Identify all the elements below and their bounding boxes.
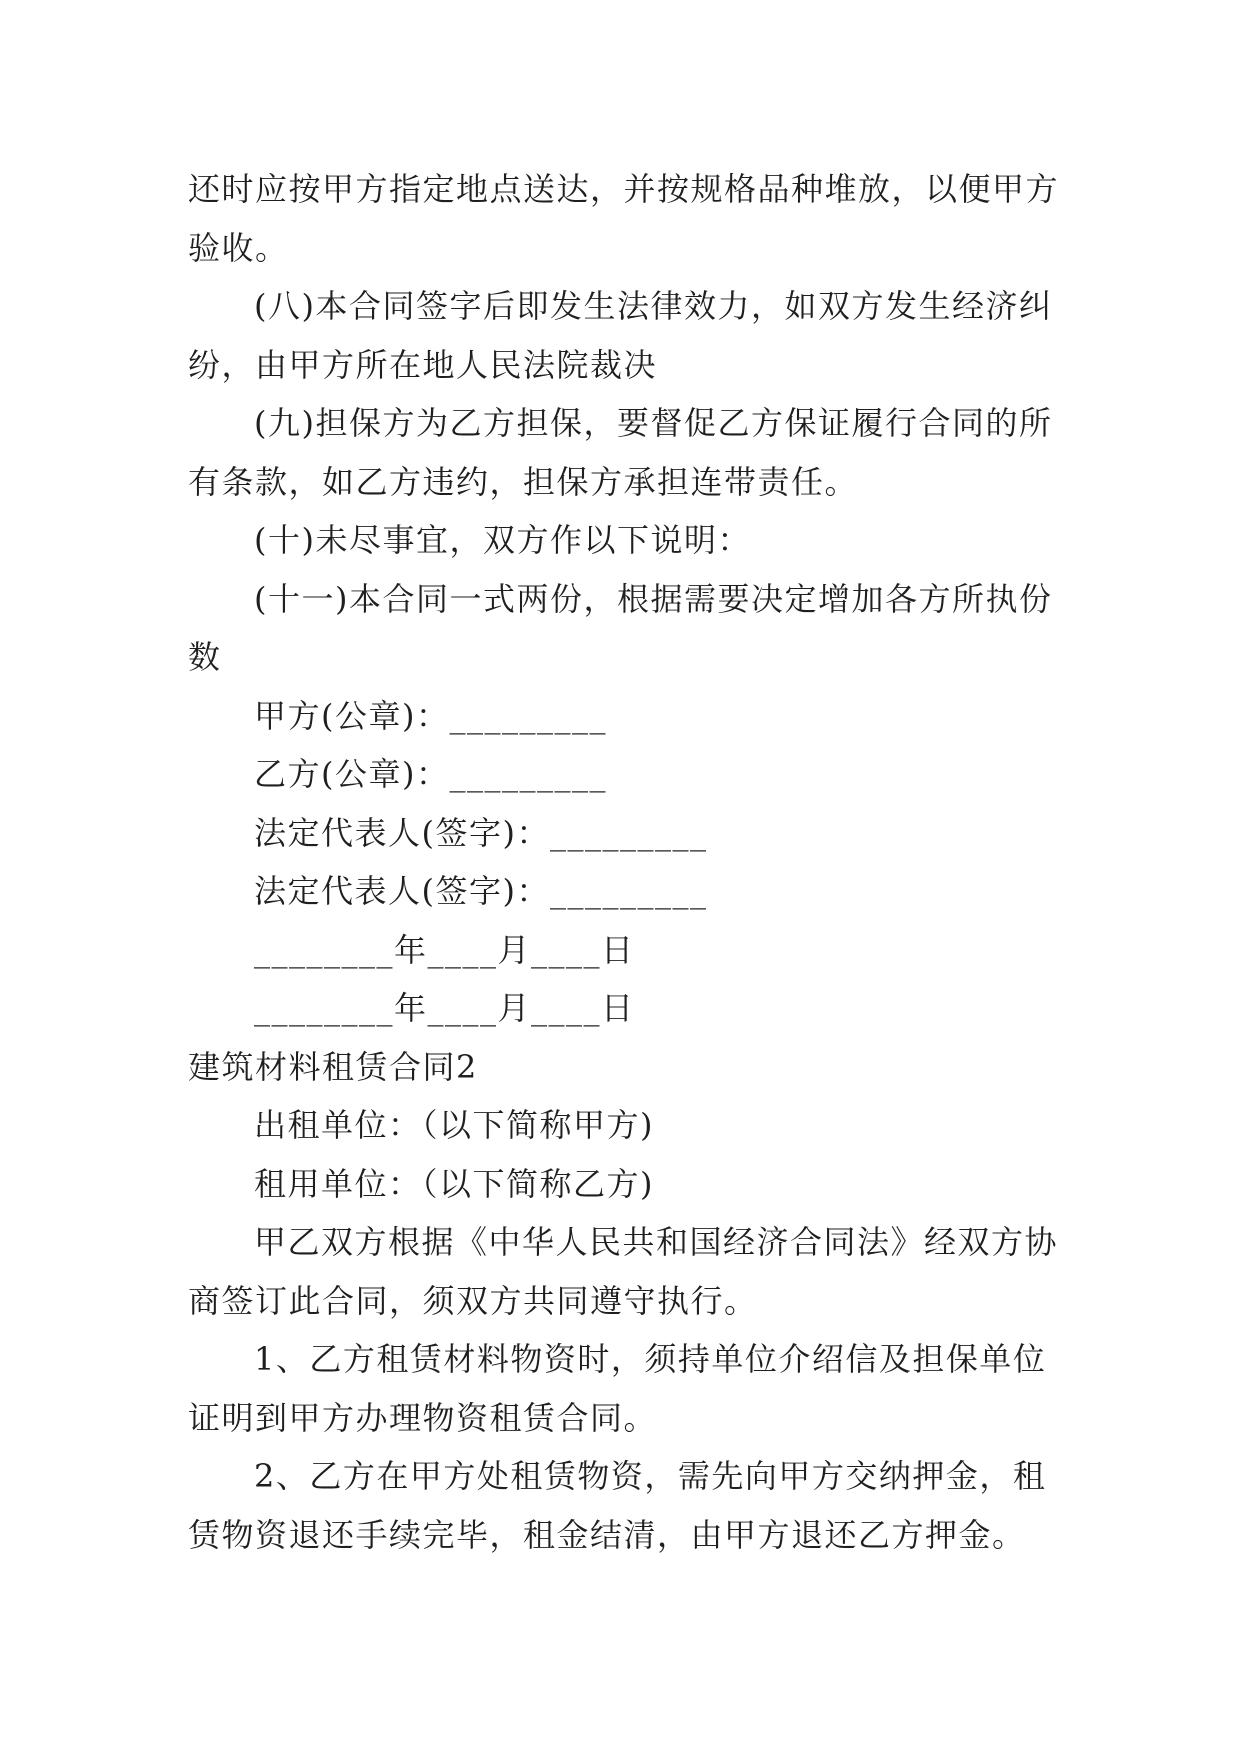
- clause-2: 2、乙方在甲方处租赁物资，需先向甲方交纳押金，租: [254, 1457, 1047, 1495]
- text-line: 还时应按甲方指定地点送达，并按规格品种堆放，以便甲方: [188, 170, 1060, 208]
- legal-rep-signature-line: 法定代表人(签字)：_________: [254, 813, 708, 852]
- date-line: ________年____月____日: [254, 989, 635, 1027]
- text-line: 有条款，如乙方违约，担保方承担连带责任。: [188, 462, 859, 501]
- clause-1: 1、乙方租赁材料物资时，须持单位介绍信及担保单位: [254, 1340, 1047, 1378]
- text-line: 纷，由甲方所在地人民法院裁决: [188, 345, 658, 384]
- section-title: 建筑材料租赁合同2: [188, 1047, 478, 1086]
- clause-9: (九)担保方为乙方担保，要督促乙方保证履行合同的所: [254, 404, 1053, 442]
- preamble-line: 甲乙双方根据《中华人民共和国经济合同法》经双方协: [254, 1223, 1059, 1261]
- text-line: 证明到甲方办理物资租赁合同。: [188, 1398, 658, 1437]
- document-body: [188, 160, 1068, 1564]
- lessor-line: 出租单位：（以下简称甲方): [254, 1106, 654, 1144]
- text-line: 验收。: [188, 228, 289, 267]
- party-a-seal-line: 甲方(公章)：_________: [254, 696, 607, 735]
- party-b-seal-line: 乙方(公章)：_________: [254, 755, 607, 793]
- legal-rep-signature-line: 法定代表人(签字)：_________: [254, 872, 708, 910]
- clause-8: (八)本合同签字后即发生法律效力，如双方发生经济纠: [254, 287, 1053, 325]
- text-line: 赁物资退还手续完毕，租金结清，由甲方退还乙方押金。: [188, 1515, 1026, 1554]
- date-line: ________年____月____日: [254, 930, 635, 969]
- clause-11: (十一)本合同一式两份，根据需要决定增加各方所执份: [254, 579, 1053, 618]
- lessee-line: 租用单位：（以下简称乙方): [254, 1164, 654, 1203]
- text-line: 商签订此合同，须双方共同遵守执行。: [188, 1281, 758, 1320]
- clause-10: (十)未尽事宜，双方作以下说明：: [254, 521, 751, 559]
- text-line: 数: [188, 638, 222, 676]
